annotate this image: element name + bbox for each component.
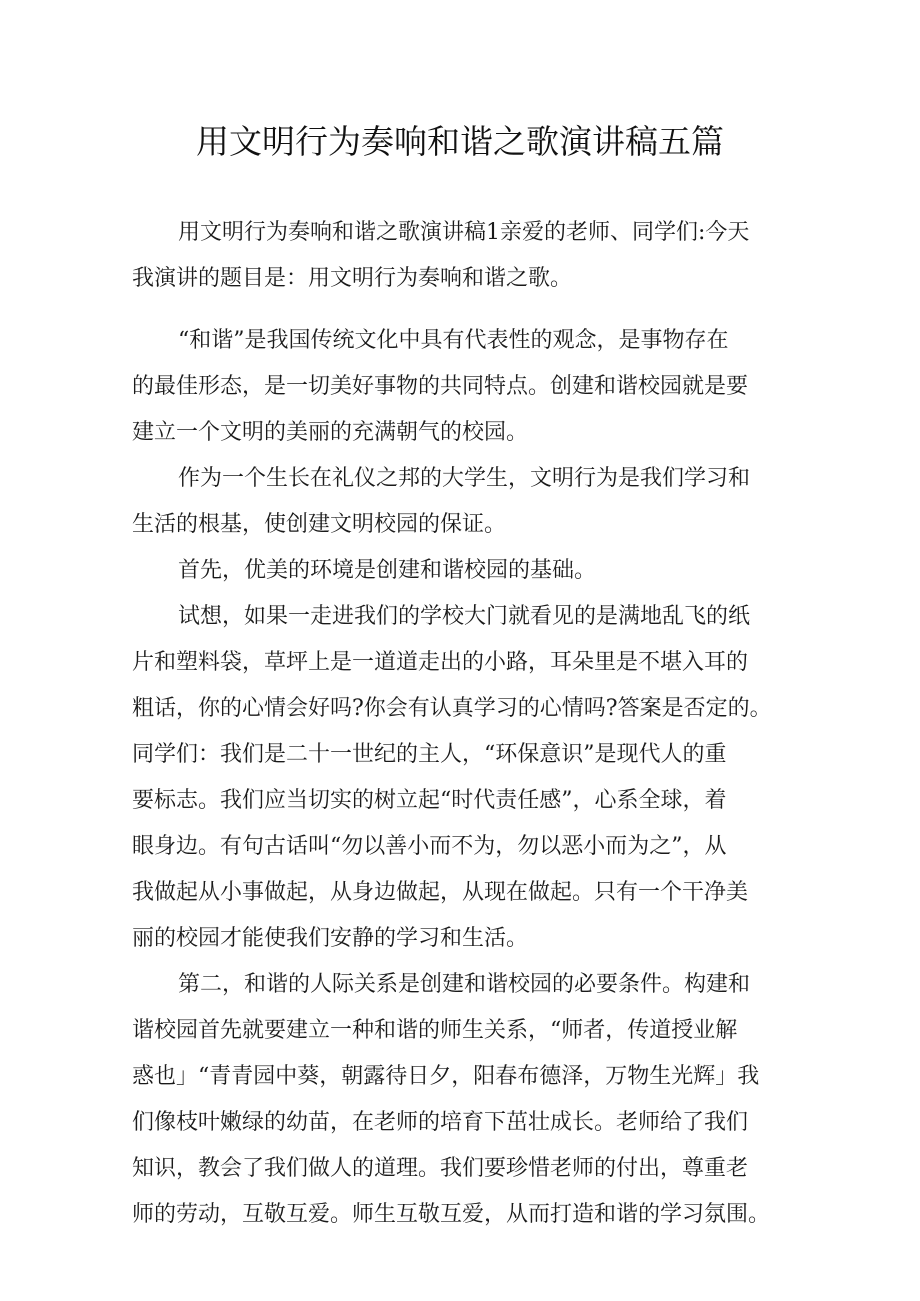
text-line: 的最佳形态，是一切美好事物的共同特点。创建和谐校园就是要 — [132, 374, 749, 399]
text-line: 首先，优美的环境是创建和谐校园的基础。 — [178, 558, 597, 583]
document-title: 用文明行为奏响和谐之歌演讲稿五篇 — [196, 122, 724, 161]
text-line: 试想，如果一走进我们的学校大门就看见的是满地乱飞的纸 — [178, 604, 751, 629]
text-line: 知识，教会了我们做人的道理。我们要珍惜老师的付出，尊重老 — [132, 1156, 749, 1181]
text-line: 生活的根基，使创建文明校园的保证。 — [132, 512, 507, 537]
text-line: 谐校园首先就要建立一种和谐的师生关系，“师者，传道授业解 — [132, 1018, 738, 1043]
text-line: 作为一个生长在礼仪之邦的大学生，文明行为是我们学习和 — [178, 466, 751, 491]
text-line: 们像枝叶嫩绿的幼苗，在老师的培育下茁壮成长。老师给了我们 — [132, 1110, 749, 1135]
text-line: 师的劳动，互敬互爱。师生互敬互爱，从而打造和谐的学习氛围。 — [132, 1202, 771, 1227]
text-line: 同学们：我们是二十一世纪的主人，“环保意识”是现代人的重 — [132, 742, 727, 767]
text-line: 粗话，你的心情会好吗?你会有认真学习的心情吗?答案是否定的。 — [132, 696, 772, 721]
text-line: 丽的校园才能使我们安静的学习和生活。 — [132, 926, 529, 951]
document-body — [132, 210, 796, 1238]
text-line: 我做起从小事做起，从身边做起，从现在做起。只有一个干净美 — [132, 880, 749, 905]
text-line: 眼身边。有句古话叫“勿以善小而不为，勿以恶小而为之”，从 — [132, 834, 727, 859]
text-line: 要标志。我们应当切实的树立起“时代责任感”，心系全球，着 — [132, 788, 727, 813]
text-line: 第二，和谐的人际关系是创建和谐校园的必要条件。构建和 — [178, 972, 751, 997]
text-line: 用文明行为奏响和谐之歌演讲稿1亲爱的老师、同学们:今天 — [178, 220, 750, 245]
text-line: 我演讲的题目是：用文明行为奏响和谐之歌。 — [132, 266, 573, 291]
text-line: 片和塑料袋，草坪上是一道道走出的小路，耳朵里是不堪入耳的 — [132, 650, 749, 675]
text-line: “和谐”是我国传统文化中具有代表性的观念，是事物存在 — [178, 328, 729, 353]
text-line: 惑也」“青青园中葵，朝露待日夕，阳春布德泽，万物生光辉」我 — [132, 1064, 760, 1089]
text-line: 建立一个文明的美丽的充满朝气的校园。 — [132, 420, 529, 445]
